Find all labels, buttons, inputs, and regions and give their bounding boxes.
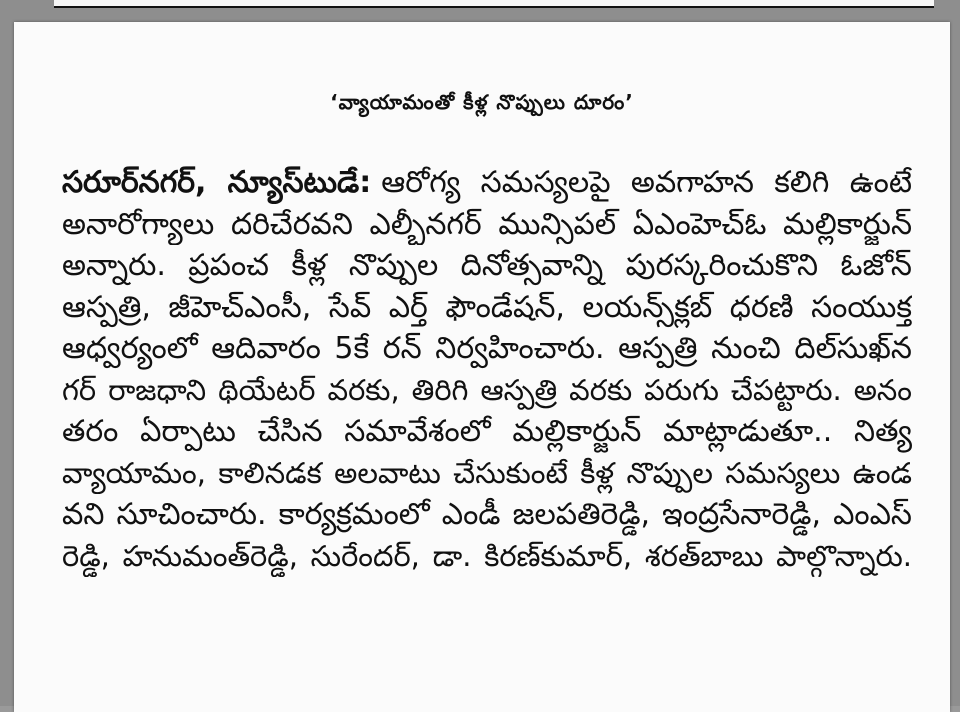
line-text: ఆరోగ్య సమస్యలపై అవగాహన కలిగి ఉంటే [381,165,912,200]
headline: ‘వ్యాయామంతో కీళ్ల నొప్పులు దూరం’ [330,90,634,114]
article-line: తరం ఏర్పాటు చేసిన సమావేశంలో మల్లికార్జున్ మాట్లాడుతూ.. నిత్య [62,414,912,449]
newspaper-clipping [14,22,950,712]
dateline: సరూర్‌నగర్, న్యూస్‌టుడే: [62,165,372,200]
article-line: అన్నారు. ప్రపంచ కీళ్ల నొప్పుల దినోత్సవాన్ని పురస్కరించుకొని ఓజోన్ [62,248,912,283]
previous-clipping-edge [54,0,934,8]
article-line: వ్యాయామం, కాలినడక అలవాటు చేసుకుంటే కీళ్ల నొప్పుల సమస్యలు ఉండ [62,455,912,490]
article-line: వని సూచించారు. కార్యక్రమంలో ఎండీ జలపతిరెడ్డి, ఇంద్రసేనారెడ్డి, ఎంఎస్ [62,497,912,532]
article-line: గర్ రాజధాని థియేటర్ వరకు, తిరిగి ఆస్పత్రి వరకు పరుగు చేపట్టారు. అనం [62,372,912,407]
article-line: ఆస్పత్రి, జీహెచ్ఎంసీ, సేవ్ ఎర్త్ ఫౌండేషన్, లయన్స్‌క్లబ్ ధరణి సంయుక్త [62,289,912,325]
article-body [62,162,912,577]
article-line: రెడ్డి, హనుమంత్‌రెడ్డి, సురేందర్, డా. కిరణ్‌కుమార్, శరత్‌బాబు పాల్గొన్నారు. [62,538,912,573]
article-line: అనారోగ్యాలు దరిచేరవని ఎల్బీనగర్ మున్సిపల్ ఏఎంహెచ్‌ఓ మల్లికార్జున్ [62,206,912,242]
article-line: ఆధ్వర్యంలో ఆదివారం 5కే రన్ నిర్వహించారు. ఆస్పత్రి నుంచి దిల్‌సుఖ్‌న [62,331,912,366]
article-line [62,162,912,204]
